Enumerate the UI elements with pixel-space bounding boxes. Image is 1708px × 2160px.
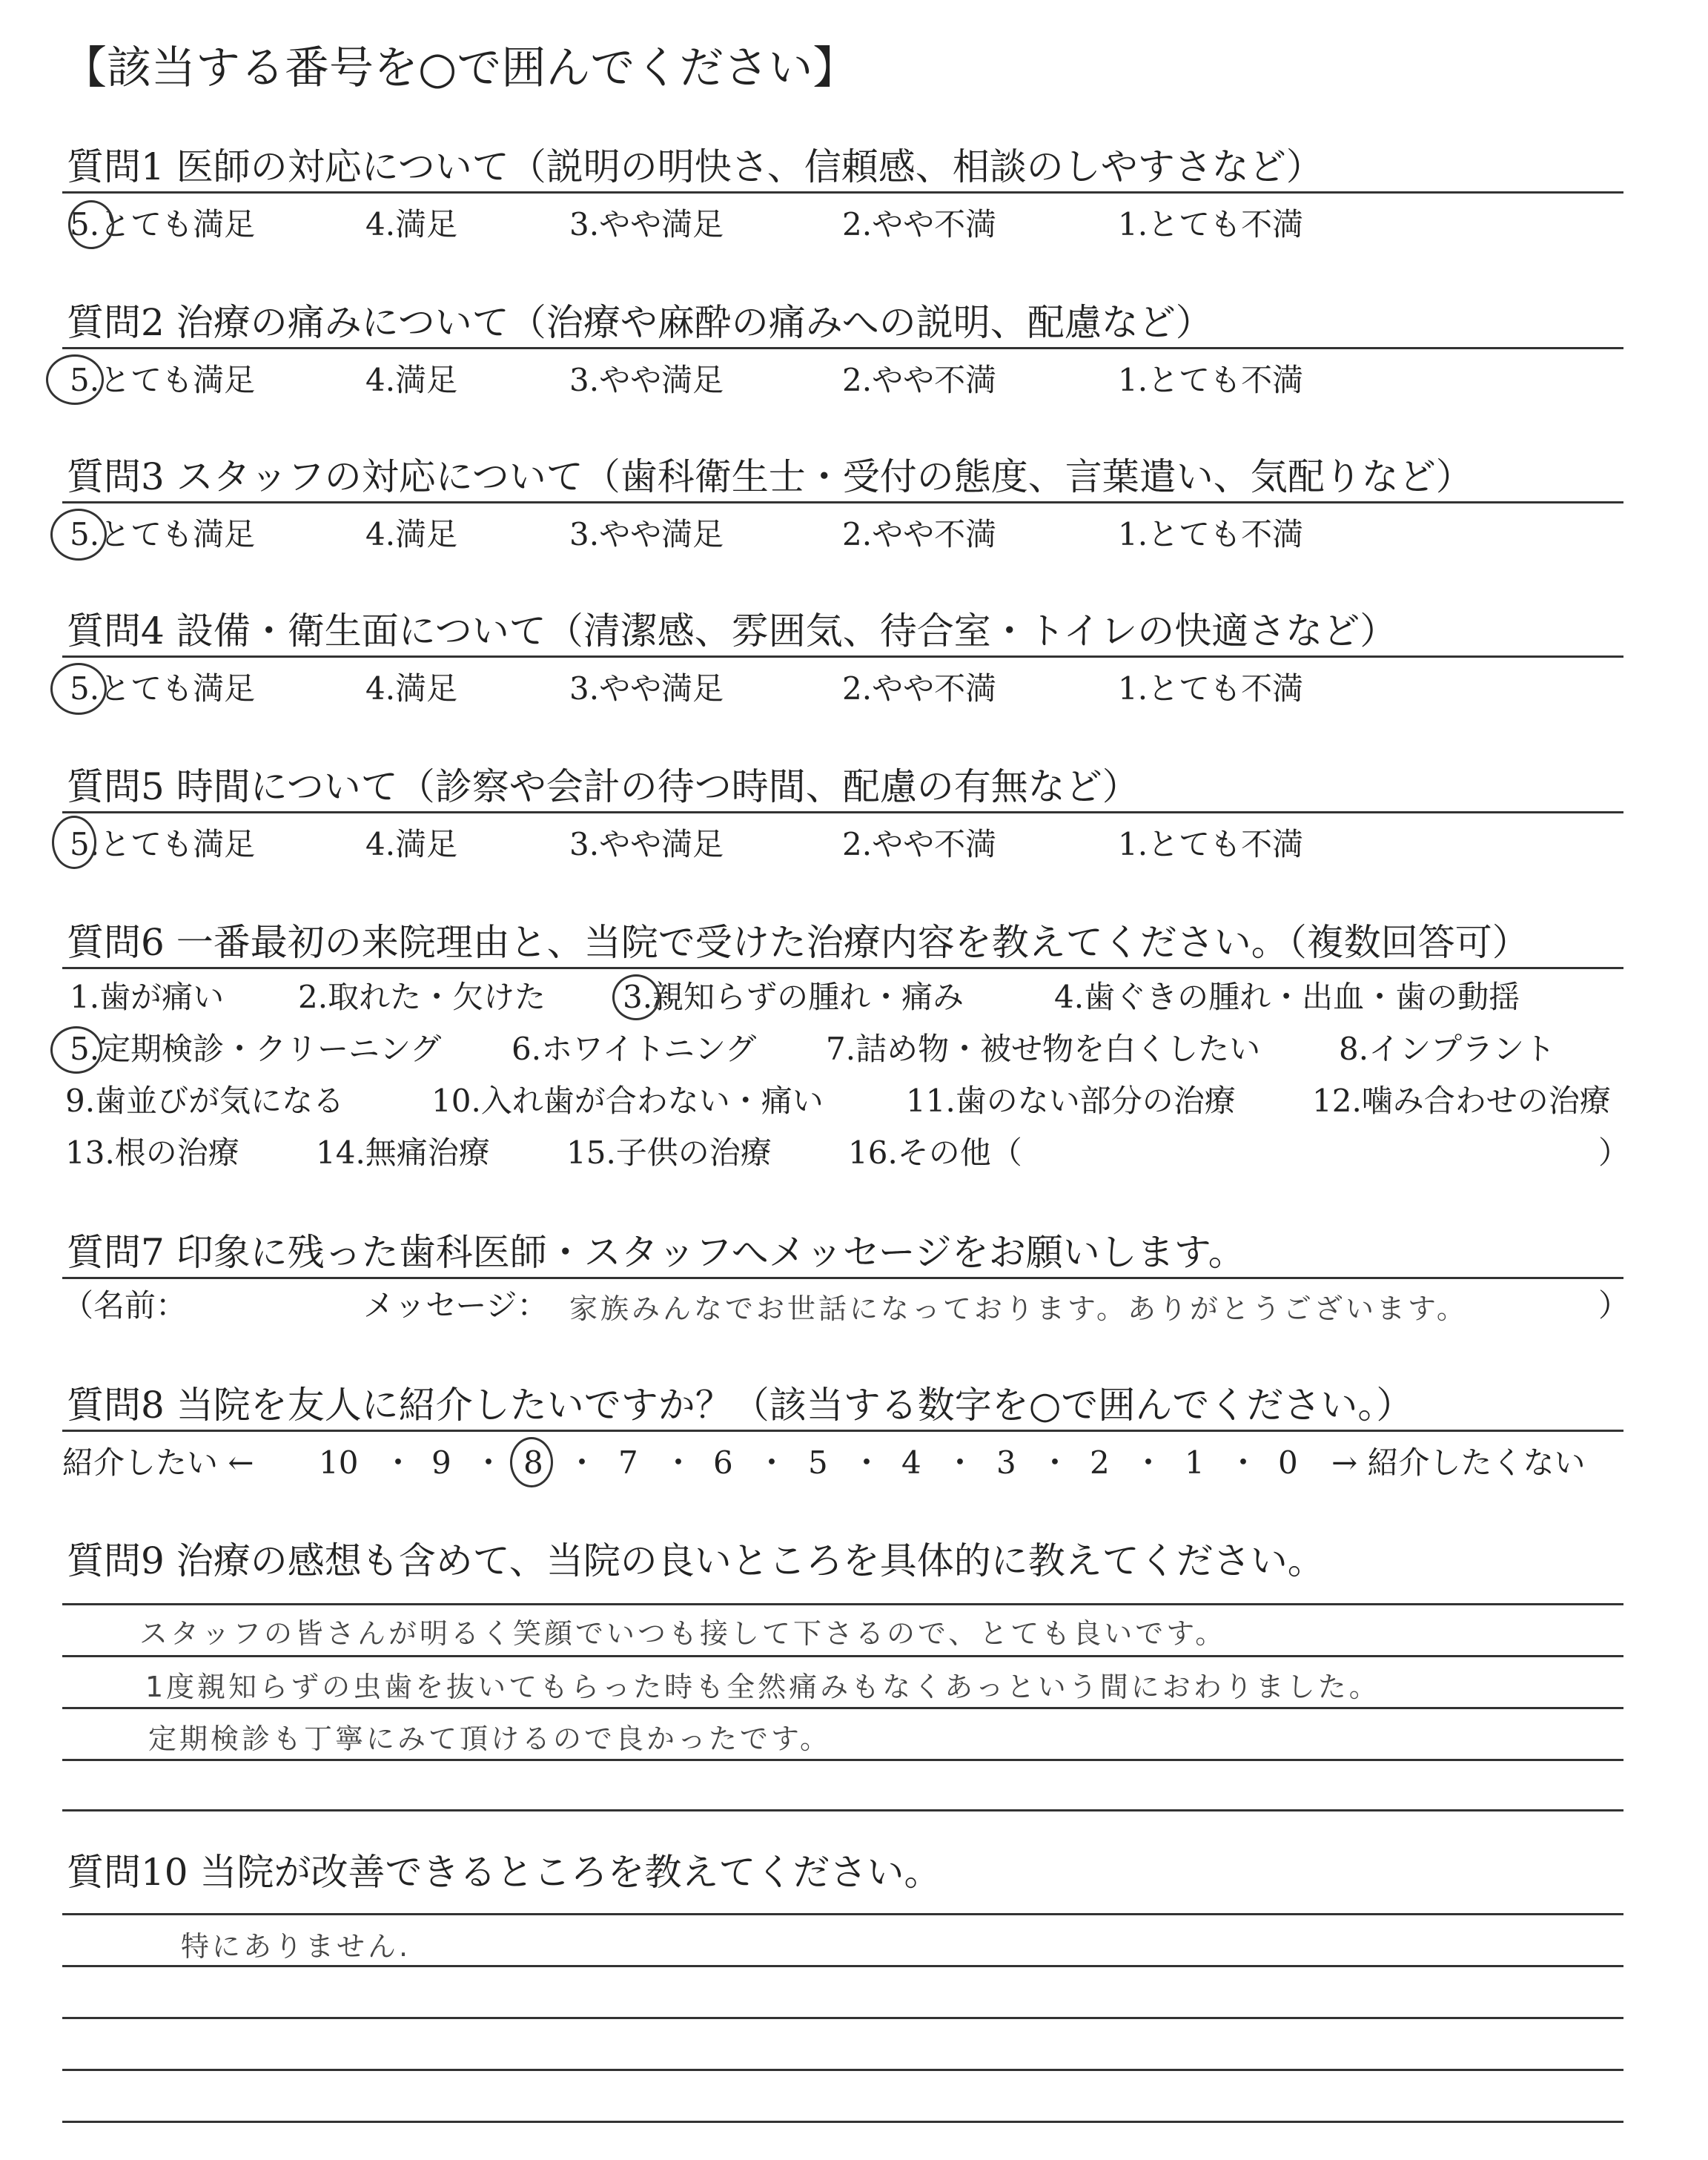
score-2[interactable]: 2 bbox=[1090, 1444, 1110, 1481]
q6-opt-2[interactable]: 2.取れた・欠けた bbox=[298, 979, 546, 1015]
question-10-label: 質問10 当院が改善できるところを教えてください。 bbox=[67, 1851, 941, 1894]
q4-opt-2[interactable]: 2.やや不満 bbox=[842, 670, 997, 707]
message-close-paren: ） bbox=[1598, 1287, 1630, 1324]
rule bbox=[62, 1277, 1623, 1279]
rule bbox=[62, 191, 1623, 194]
score-7[interactable]: 7 bbox=[618, 1444, 638, 1481]
q6-opt-3[interactable]: 3.親知らずの腫れ・痛み bbox=[623, 979, 964, 1015]
q3-opt-3[interactable]: 3.やや満足 bbox=[569, 516, 724, 552]
q6-opt-12[interactable]: 12.噛み合わせの治療 bbox=[1312, 1083, 1611, 1119]
q3-opt-1[interactable]: 1.とても不満 bbox=[1118, 516, 1304, 552]
question-8-label: 質問8 当院を友人に紹介したいですか？（該当する数字を○で囲んでください。） bbox=[67, 1384, 1414, 1427]
rule bbox=[62, 2069, 1623, 2071]
score-8[interactable]: 8 bbox=[523, 1444, 543, 1481]
q5-opt-2[interactable]: 2.やや不満 bbox=[842, 826, 997, 862]
score-separator: ・ bbox=[944, 1444, 976, 1481]
handwritten-message: 家族みんなでお世話になっております。ありがとうございます。 bbox=[569, 1292, 1468, 1325]
q6-opt-7[interactable]: 7.詰め物・被せ物を白くしたい bbox=[826, 1031, 1261, 1067]
rule bbox=[62, 1759, 1623, 1761]
recommend-right-label: → 紹介したくない bbox=[1331, 1444, 1586, 1481]
q6-opt-11[interactable]: 11.歯のない部分の治療 bbox=[906, 1083, 1236, 1119]
question-5-label: 質問5 時間について（診察や会計の待つ時間、配慮の有無など） bbox=[67, 765, 1139, 808]
q1-opt-4[interactable]: 4.満足 bbox=[365, 206, 458, 242]
rule bbox=[62, 2121, 1623, 2123]
q1-opt-3[interactable]: 3.やや満足 bbox=[569, 206, 724, 242]
q6-opt-8[interactable]: 8.インプラント bbox=[1339, 1031, 1556, 1067]
q6-opt-15[interactable]: 15.子供の治療 bbox=[566, 1135, 772, 1171]
selection-circle bbox=[612, 974, 660, 1020]
q6-opt-14[interactable]: 14.無痛治療 bbox=[316, 1135, 490, 1171]
rule bbox=[62, 1655, 1623, 1657]
selection-circle bbox=[68, 200, 114, 249]
q6-opt-16[interactable]: 16.その他（ bbox=[848, 1135, 1022, 1171]
other-close-paren: ） bbox=[1598, 1135, 1630, 1171]
q6-opt-9[interactable]: 9.歯並びが気になる bbox=[65, 1083, 345, 1119]
q5-opt-1[interactable]: 1.とても不満 bbox=[1118, 826, 1304, 862]
page-title: 【該当する番号を○で囲んでください】 bbox=[62, 42, 858, 94]
name-label: （名前： bbox=[62, 1287, 188, 1324]
selection-circle bbox=[50, 1026, 102, 1074]
selection-circle bbox=[50, 663, 107, 715]
q1-opt-1[interactable]: 1.とても不満 bbox=[1118, 206, 1304, 242]
question-2-label: 質問2 治療の痛みについて（治療や麻酔の痛みへの説明、配慮など） bbox=[67, 301, 1213, 344]
question-1-label: 質問1 医師の対応について（説明の明快さ、信頼感、相談のしやすさなど） bbox=[67, 145, 1323, 188]
q2-opt-5[interactable]: 5.とても満足 bbox=[70, 362, 256, 398]
q5-opt-5[interactable]: 5.とても満足 bbox=[70, 826, 256, 862]
q2-opt-4[interactable]: 4.満足 bbox=[365, 362, 458, 398]
rule bbox=[62, 811, 1623, 813]
score-5[interactable]: 5 bbox=[808, 1444, 828, 1481]
handwritten-answer-line: 定期検診も丁寧にみて頂けるので良かったです。 bbox=[148, 1723, 831, 1755]
score-1[interactable]: 1 bbox=[1185, 1444, 1205, 1481]
q6-opt-6[interactable]: 6.ホワイトニング bbox=[512, 1031, 757, 1067]
score-separator: ・ bbox=[756, 1444, 788, 1481]
score-separator: ・ bbox=[851, 1444, 883, 1481]
recommend-left-label: 紹介したい ← bbox=[62, 1444, 254, 1481]
q5-opt-3[interactable]: 3.やや満足 bbox=[569, 826, 724, 862]
q4-opt-4[interactable]: 4.満足 bbox=[365, 670, 458, 707]
score-9[interactable]: 9 bbox=[431, 1444, 451, 1481]
score-separator: ・ bbox=[663, 1444, 695, 1481]
q6-opt-1[interactable]: 1.歯が痛い bbox=[70, 979, 225, 1015]
score-separator: ・ bbox=[473, 1444, 505, 1481]
q6-opt-4[interactable]: 4.歯ぐきの腫れ・出血・歯の動揺 bbox=[1054, 979, 1520, 1015]
q1-opt-5[interactable]: 5.とても満足 bbox=[70, 206, 256, 242]
score-10[interactable]: 10 bbox=[319, 1444, 359, 1481]
rule bbox=[62, 1603, 1623, 1605]
question-3-label: 質問3 スタッフの対応について（歯科衛生士・受付の態度、言葉遣い、気配りなど） bbox=[67, 455, 1473, 498]
selection-circle bbox=[46, 354, 104, 405]
q6-opt-10[interactable]: 10.入れ歯が合わない・痛い bbox=[431, 1083, 824, 1119]
rule bbox=[62, 1809, 1623, 1811]
q2-opt-1[interactable]: 1.とても不満 bbox=[1118, 362, 1304, 398]
q5-opt-4[interactable]: 4.満足 bbox=[365, 826, 458, 862]
q3-opt-2[interactable]: 2.やや不満 bbox=[842, 516, 997, 552]
q1-opt-2[interactable]: 2.やや不満 bbox=[842, 206, 997, 242]
rule bbox=[62, 967, 1623, 969]
rule bbox=[62, 1965, 1623, 1967]
q4-opt-5[interactable]: 5.とても満足 bbox=[70, 670, 256, 707]
q2-opt-3[interactable]: 3.やや満足 bbox=[569, 362, 724, 398]
rule bbox=[62, 1913, 1623, 1915]
question-7-label: 質問7 印象に残った歯科医師・スタッフへメッセージをお願いします。 bbox=[67, 1231, 1245, 1274]
handwritten-answer-line: スタッフの皆さんが明るく笑顔でいつも接して下さるので、とても良いです。 bbox=[139, 1617, 1227, 1650]
score-6[interactable]: 6 bbox=[713, 1444, 733, 1481]
selection-circle bbox=[510, 1437, 553, 1487]
q3-opt-4[interactable]: 4.満足 bbox=[365, 516, 458, 552]
score-separator: ・ bbox=[1039, 1444, 1071, 1481]
message-label: メッセージ： bbox=[363, 1287, 549, 1324]
q3-opt-5[interactable]: 5.とても満足 bbox=[70, 516, 256, 552]
score-separator: ・ bbox=[383, 1444, 414, 1481]
rule bbox=[62, 347, 1623, 349]
question-6-label: 質問6 一番最初の来院理由と、当院で受けた治療内容を教えてください。（複数回答可） bbox=[67, 921, 1529, 964]
score-4[interactable]: 4 bbox=[901, 1444, 921, 1481]
selection-circle bbox=[52, 816, 96, 869]
q4-opt-1[interactable]: 1.とても不満 bbox=[1118, 670, 1304, 707]
rule bbox=[62, 501, 1623, 503]
score-3[interactable]: 3 bbox=[996, 1444, 1016, 1481]
handwritten-answer-line: 特にありません. bbox=[181, 1930, 411, 1963]
score-separator: ・ bbox=[566, 1444, 598, 1481]
q4-opt-3[interactable]: 3.やや満足 bbox=[569, 670, 724, 707]
handwritten-answer-line: 1度親知らずの虫歯を抜いてもらった時も全然痛みもなくあっという間におわりました。 bbox=[145, 1671, 1380, 1703]
score-separator: ・ bbox=[1228, 1444, 1260, 1481]
score-0[interactable]: 0 bbox=[1278, 1444, 1298, 1481]
rule bbox=[62, 1430, 1623, 1432]
rule bbox=[62, 655, 1623, 658]
q6-opt-5[interactable]: 5.定期検診・クリーニング bbox=[70, 1031, 442, 1067]
question-4-label: 質問4 設備・衛生面について（清潔感、雰囲気、待合室・トイレの快適さなど） bbox=[67, 610, 1397, 653]
score-separator: ・ bbox=[1133, 1444, 1165, 1481]
rule bbox=[62, 2017, 1623, 2019]
question-9-label: 質問9 治療の感想も含めて、当院の良いところを具体的に教えてください。 bbox=[67, 1539, 1325, 1582]
q6-opt-13[interactable]: 13.根の治療 bbox=[65, 1135, 239, 1171]
rule bbox=[62, 1707, 1623, 1709]
selection-circle bbox=[50, 509, 107, 561]
q2-opt-2[interactable]: 2.やや不満 bbox=[842, 362, 997, 398]
